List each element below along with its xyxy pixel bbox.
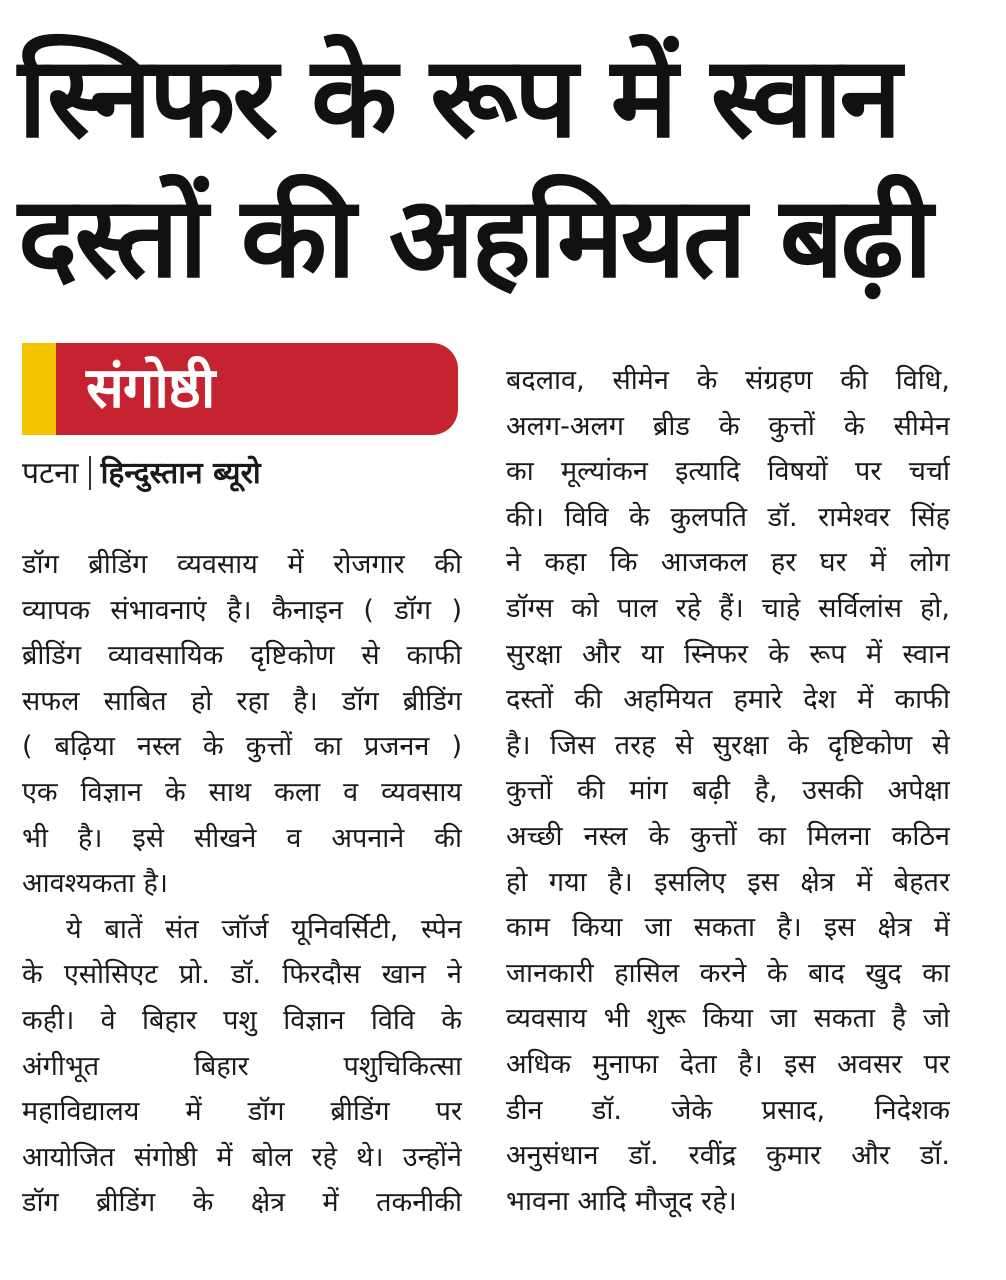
body-line: ब्रीडिंग व्यावसायिक दृष्टिकोण से काफी xyxy=(22,640,462,672)
body-line: सफल साबित हो रहा है। डॉग ब्रीडिंग xyxy=(22,685,462,717)
body-line: ( बढ़िया नस्ल के कुत्तों का प्रजनन ) xyxy=(22,731,462,763)
body-line: भावना आदि मौजूद रहे। xyxy=(506,1185,737,1217)
body-line: अनुसंधान डॉ. रवींद्र कुमार और डॉ. xyxy=(506,1140,950,1172)
headline-line-2: दस्तों की अहमियत बढ़ी xyxy=(18,173,930,303)
section-tag xyxy=(22,343,458,435)
body-line: अलग-अलग ब्रीड के कुत्तों के सीमेन xyxy=(506,410,950,442)
body-line: अंगीभूत बिहार पशुचिकित्सा xyxy=(22,1050,462,1082)
body-line: डॉग ब्रीडिंग व्यवसाय में रोजगार की xyxy=(22,549,462,580)
body-line: कुत्तों की मांग बढ़ी है, उसकी अपेक्षा xyxy=(506,775,950,807)
headline xyxy=(18,28,988,308)
byline-source: हिन्दुस्तान ब्यूरो xyxy=(100,456,261,491)
body-line: ने कहा कि आजकल हर घर में लोग xyxy=(506,547,950,579)
body-line: है। जिस तरह से सुरक्षा के दृष्टिकोण से xyxy=(506,729,950,761)
body-line: भी है। इसे सीखने व अपनाने की xyxy=(22,822,462,854)
body-line: ये बातें संत जॉर्ज यूनिवर्सिटी, स्पेन xyxy=(66,913,462,945)
body-line: का मूल्यांकन इत्यादि विषयों पर चर्चा xyxy=(506,456,950,488)
body-line: सुरक्षा और या स्निफर के रूप में स्वान xyxy=(506,638,950,670)
body-line: कही। वे बिहार पशु विज्ञान विवि के xyxy=(22,1004,462,1036)
body-line: डॉग ब्रीडिंग के क्षेत्र में तकनीकी xyxy=(22,1187,462,1219)
byline-location: पटना xyxy=(22,456,79,491)
body-line: की। विवि के कुलपति डॉ. रामेश्वर सिंह xyxy=(506,501,950,533)
body-line: आयोजित संगोष्ठी में बोल रहे थे। उन्होंने xyxy=(22,1141,462,1173)
body-line: एक विज्ञान के साथ कला व व्यवसाय xyxy=(22,776,462,808)
article-column-left xyxy=(22,542,462,1226)
body-line: व्यापक संभावनाएं है। कैनाइन ( डॉग ) xyxy=(22,594,462,626)
body-line: जानकारी हासिल करने के बाद खुद का xyxy=(506,957,950,989)
byline xyxy=(22,452,462,496)
tag-label: संगोष्ठी xyxy=(86,356,215,421)
body-line: अधिक मुनाफा देता है। इस अवसर पर xyxy=(506,1048,950,1080)
body-line: बदलाव, सीमेन के संग्रहण की विधि, xyxy=(506,365,950,396)
body-line: काम किया जा सकता है। इस क्षेत्र में xyxy=(506,912,950,944)
body-line: दस्तों की अहमियत हमारे देश में काफी xyxy=(506,684,950,716)
tag-accent-bar xyxy=(22,343,56,435)
body-line: डीन डॉ. जेके प्रसाद, निदेशक xyxy=(506,1094,950,1126)
body-line: आवश्यकता है। xyxy=(22,868,169,900)
article-column-right xyxy=(506,358,950,1224)
body-line: के एसोसिएट प्रो. डॉ. फिरदौस खान ने xyxy=(22,959,462,991)
body-line: हो गया है। इसलिए इस क्षेत्र में बेहतर xyxy=(506,866,950,898)
body-line: डॉग्स को पाल रहे हैं। चाहे सर्विलांस हो, xyxy=(506,592,950,624)
tag-background xyxy=(56,343,458,435)
headline-line-1: स्निफर के रूप में स्वान xyxy=(18,33,899,163)
body-line: व्यवसाय भी शुरू किया जा सकता है जो xyxy=(506,1003,950,1035)
byline-divider xyxy=(89,456,91,490)
body-line: महाविद्यालय में डॉग ब्रीडिंग पर xyxy=(22,1096,462,1128)
body-line: अच्छी नस्ल के कुत्तों का मिलना कठिन xyxy=(506,820,950,852)
